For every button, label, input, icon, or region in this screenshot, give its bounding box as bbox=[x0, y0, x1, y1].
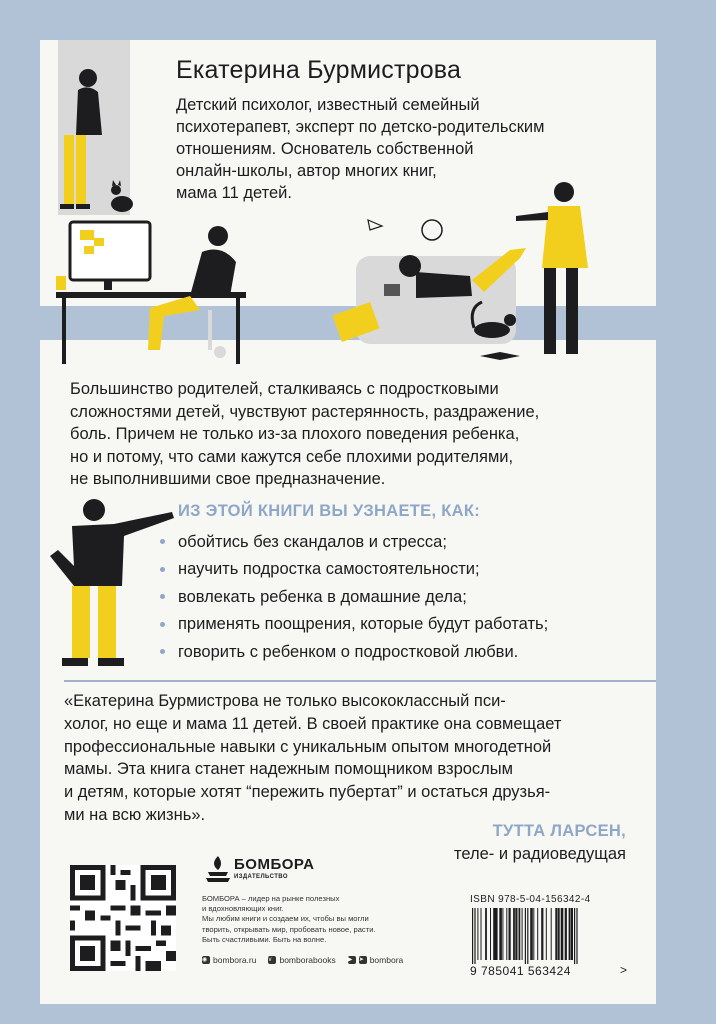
isbn-barcode bbox=[470, 908, 630, 978]
quote-line: и детям, которые хотят “пережить пубертат” и остаться друзья- bbox=[64, 783, 551, 802]
list-item-text: научить подростка самостоятельности; bbox=[178, 560, 480, 579]
barcode-bar bbox=[527, 908, 528, 964]
phone-bubble-icon bbox=[422, 220, 442, 240]
barcode-bar bbox=[485, 908, 487, 960]
barcode-bar bbox=[565, 908, 567, 960]
barcode-bar bbox=[541, 908, 543, 960]
logo-sub: ИЗДАТЕЛЬСТВО bbox=[234, 874, 288, 880]
divider bbox=[64, 680, 656, 682]
list-item bbox=[160, 528, 548, 556]
quote-line: ми на всю жизнь». bbox=[64, 805, 206, 824]
barcode-bar bbox=[551, 908, 552, 960]
barcode-bar bbox=[558, 908, 560, 960]
family-illustration bbox=[40, 40, 656, 370]
book-icon bbox=[480, 352, 520, 360]
bio-line: мама 11 детей. bbox=[176, 184, 292, 202]
barcode-bar bbox=[555, 908, 557, 960]
barcode-bar bbox=[499, 908, 502, 960]
barcode-bar bbox=[574, 908, 575, 964]
list-item bbox=[160, 611, 548, 639]
barcode-bar bbox=[537, 908, 538, 960]
barcode-bar bbox=[576, 908, 577, 964]
learn-title: ИЗ ЭТОЙ КНИГИ ВЫ УЗНАЕТЕ, КАК: bbox=[178, 502, 481, 520]
social-links bbox=[202, 955, 403, 965]
web-icon: ◉ bbox=[202, 956, 210, 964]
list-item-text: вовлекать ребенка в домашние дела; bbox=[178, 587, 467, 606]
list-item-text: говорить с ребенком о подростковой любви. bbox=[178, 642, 519, 661]
barcode-bar bbox=[530, 908, 533, 960]
publisher-line: Мы любим книги и создаем их, чтобы вы могли bbox=[202, 914, 369, 924]
bullet-icon bbox=[160, 539, 165, 544]
barcode-bar bbox=[502, 908, 503, 960]
author-name: Екатерина Бурмистрова bbox=[176, 56, 462, 84]
bio-line: психотерапевт, эксперт по детско-родительским bbox=[176, 118, 545, 136]
quote-line: профессиональные навыки с уникальным опытом многодетной bbox=[64, 737, 552, 756]
intro-line: сложностями детей, чувствуют растерянность, раздражение, bbox=[70, 402, 540, 421]
list-item-text: обойтись без скандалов и стресса; bbox=[178, 532, 447, 551]
qr-code[interactable] bbox=[70, 865, 176, 971]
barcode-bar bbox=[495, 908, 497, 960]
quote-author: ТУТТА ЛАРСЕН, bbox=[492, 822, 626, 840]
bio-line: Детский психолог, известный семейный bbox=[176, 96, 480, 114]
barcode-bar bbox=[525, 908, 526, 964]
barcode-bar bbox=[477, 908, 478, 960]
bio-line: отношениям. Основатель собственной bbox=[176, 140, 474, 158]
publisher-line: творить, открывать мир, пробовать новое, расти. bbox=[202, 924, 376, 934]
barcode-bar bbox=[522, 908, 523, 960]
barcode-bar bbox=[506, 908, 507, 960]
bio-line: онлайн-школы, автор многих книг, bbox=[176, 162, 437, 180]
intro-paragraph bbox=[70, 378, 640, 491]
bullet-icon bbox=[160, 622, 165, 627]
author-bio bbox=[176, 94, 556, 204]
telegram-icon: ➤ bbox=[359, 956, 367, 964]
intro-line: Большинство родителей, сталкиваясь с подростковыми bbox=[70, 380, 499, 398]
publisher-description bbox=[202, 894, 402, 945]
barcode-bar bbox=[546, 908, 547, 960]
quote-line: мамы. Эта книга станет надежным помощником взрослым bbox=[64, 760, 513, 779]
social-link-vk[interactable] bbox=[268, 955, 335, 965]
quote-author-role: теле- и радиоведущая bbox=[453, 845, 626, 863]
list-item bbox=[160, 556, 548, 584]
youtube-icon: ▶ bbox=[348, 956, 356, 964]
publisher-line: БОМБОРА – лидер на рынке полезных bbox=[202, 894, 340, 903]
barcode-bar bbox=[515, 908, 517, 960]
barcode-bar bbox=[490, 908, 491, 960]
barcode-bar bbox=[569, 908, 571, 960]
bullet-icon bbox=[160, 567, 165, 572]
intro-line: боль. Причем не только из-за плохого поведения ребенка, bbox=[70, 425, 520, 443]
barcode-bar bbox=[513, 908, 515, 960]
intro-line: но и потому, что сами кажутся себе плохими родителями, bbox=[70, 447, 514, 466]
learn-list bbox=[160, 528, 548, 666]
barcode-bar bbox=[509, 908, 511, 960]
list-item bbox=[160, 583, 548, 611]
isbn-digits: 9 785041 563424 bbox=[470, 964, 571, 978]
vk-icon: v bbox=[268, 956, 276, 964]
publisher-line: и вдохновляющих книг. bbox=[202, 904, 284, 914]
pointing-mother-figure bbox=[516, 182, 588, 354]
publisher-line: Быть счастливыми. Быть на волне. bbox=[202, 934, 327, 944]
bombora-logo-icon bbox=[204, 854, 232, 886]
intro-line: не выполнившими свое предназначение. bbox=[70, 470, 386, 488]
quote-line: «Екатерина Бурмистрова не только высококлассный пси- bbox=[64, 692, 506, 710]
isbn-label: ISBN 978-5-04-156342-4 bbox=[470, 894, 591, 905]
isbn-arrow: > bbox=[620, 963, 628, 977]
barcode-bar bbox=[561, 908, 564, 960]
barcode-bar bbox=[472, 908, 473, 964]
barcode-bar bbox=[519, 908, 521, 960]
social-link-messengers[interactable] bbox=[348, 955, 404, 965]
bullet-icon bbox=[160, 594, 165, 599]
logo-name: БОМБОРА bbox=[234, 856, 315, 873]
testimonial-quote bbox=[64, 690, 636, 827]
barcode-bar bbox=[474, 908, 475, 964]
social-link-text: bombora.ru bbox=[213, 955, 257, 965]
social-link-text: bombora bbox=[369, 955, 404, 965]
list-item bbox=[160, 638, 548, 666]
barcode-bar bbox=[481, 908, 482, 960]
quote-line: холог, но еще и мама 11 детей. В своей практике она совмещает bbox=[64, 714, 562, 733]
paper-plane-icon bbox=[368, 220, 382, 230]
barcode-bar bbox=[533, 908, 534, 960]
social-link-site[interactable] bbox=[202, 955, 256, 965]
barcode-bars bbox=[470, 908, 630, 964]
barcode-bar bbox=[571, 908, 573, 960]
social-link-text: bomborabooks bbox=[279, 955, 336, 965]
list-item-text: применять поощрения, которые будут работать; bbox=[178, 615, 549, 634]
bullet-icon bbox=[160, 649, 165, 654]
